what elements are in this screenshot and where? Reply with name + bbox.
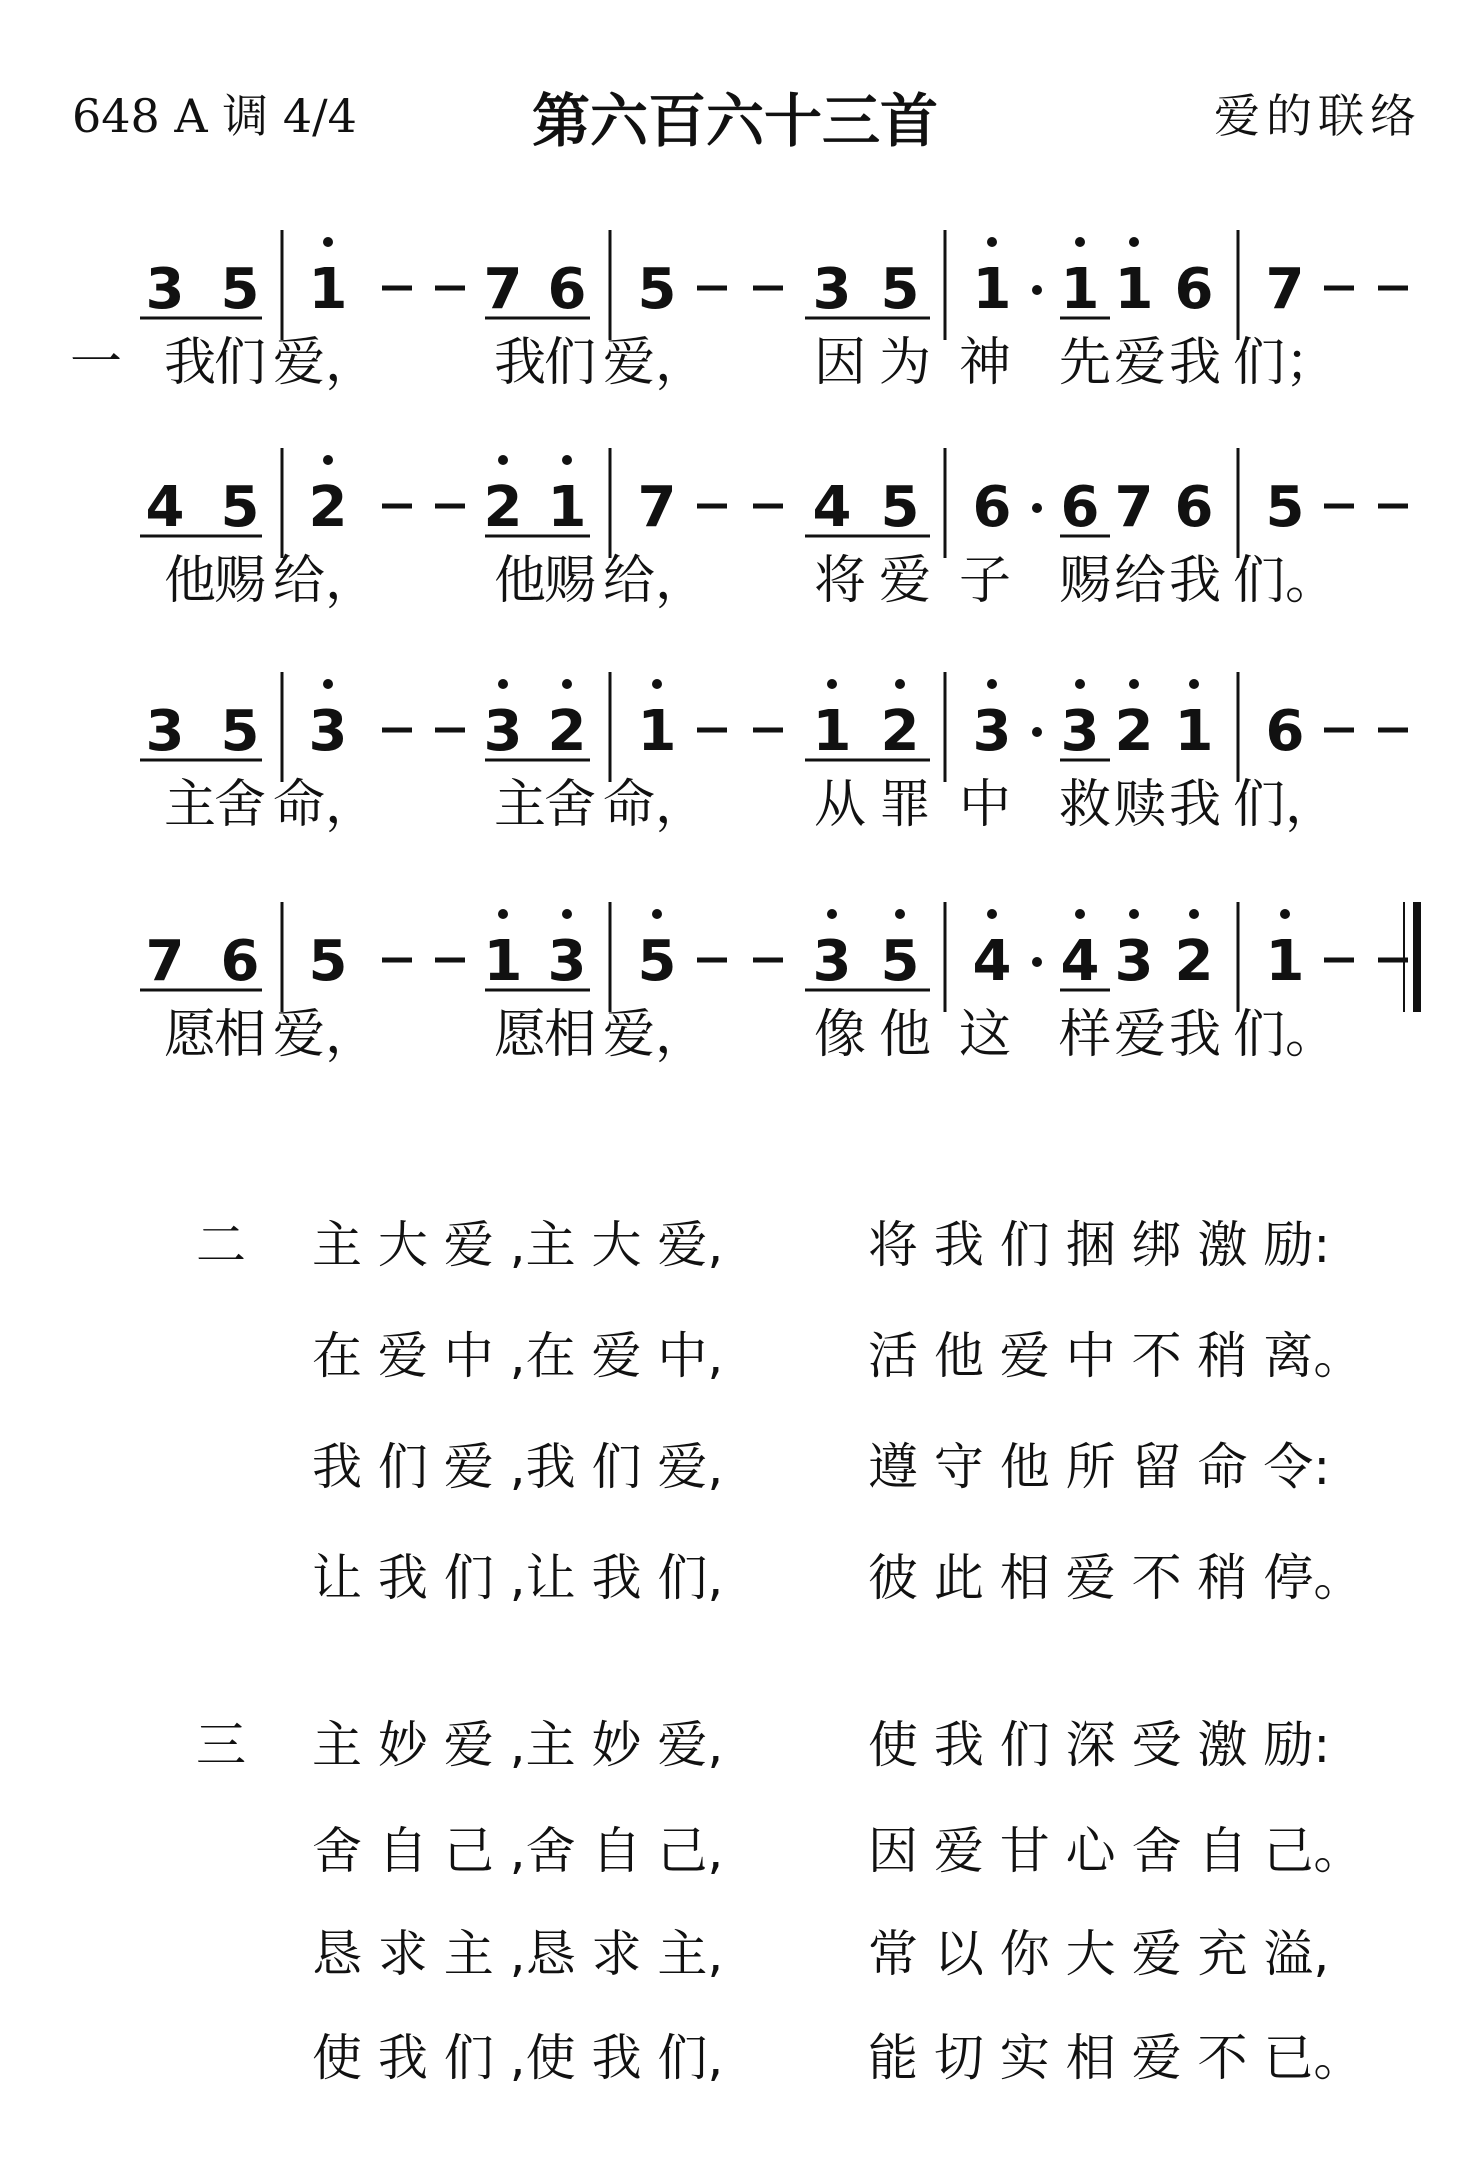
lyric: 我 [1168, 1005, 1222, 1065]
octave-dot [987, 679, 997, 689]
octave-dot [498, 909, 508, 919]
lyric: 给 [1113, 551, 1167, 611]
lyric: 们。 [1232, 1005, 1338, 1065]
lyric: 像 [813, 1005, 867, 1065]
lyric: 爱， [272, 1005, 378, 1065]
note: 5 [220, 699, 260, 764]
note: 6 [1060, 475, 1100, 540]
note: 4 [145, 475, 185, 540]
note: 3 [972, 699, 1012, 764]
octave-dot [1129, 909, 1139, 919]
octave-dot [1075, 679, 1085, 689]
lyric: 这 [958, 1005, 1012, 1065]
lyric: 相 [213, 1005, 267, 1065]
octave-dot [562, 455, 572, 465]
lyric: 们。 [1232, 551, 1338, 611]
note: 1 [972, 257, 1012, 322]
lyric: 从 [813, 775, 867, 835]
lyric: 给， [272, 551, 378, 611]
octave-dot [1075, 237, 1085, 247]
lyric: 赐 [1058, 551, 1112, 611]
verse-2-line-4-a: 让 我 们 ,让 我 们, [312, 1549, 724, 1607]
note: 4 [972, 929, 1012, 994]
hymn-subtitle: 爱的联络 [1214, 89, 1422, 143]
verse-number-3: 三 [196, 1716, 246, 1774]
lyric: 愿 [493, 1005, 547, 1065]
note: 3 [308, 699, 348, 764]
lyric: 舍 [543, 775, 597, 835]
lyric: 爱， [602, 333, 708, 393]
note: 1 [1060, 257, 1100, 322]
note: 6 [972, 475, 1012, 540]
octave-dot [498, 679, 508, 689]
lyric: 我 [163, 333, 217, 393]
lyric: 们 [543, 333, 597, 393]
lyric: 们 [213, 333, 267, 393]
lyric: 给， [602, 551, 708, 611]
note: 5 [637, 929, 677, 994]
note: 5 [1265, 475, 1305, 540]
octave-dot [1280, 909, 1290, 919]
note: 5 [880, 257, 920, 322]
verse-3-line-3-a: 恳 求 主 ,恳 求 主, [312, 1925, 724, 1983]
note: 2 [483, 475, 523, 540]
dot-note [1032, 957, 1042, 967]
lyric: 爱， [272, 333, 378, 393]
verse-3-line-2-a: 舍 自 己 ,舍 自 己, [312, 1822, 724, 1880]
verse-2-line-2-a: 在 爱 中 ,在 爱 中, [312, 1327, 724, 1385]
note: 6 [1174, 475, 1214, 540]
note: 5 [880, 475, 920, 540]
verse-number-1: 一 [69, 333, 123, 393]
verse-3-line-4-b: 能 切 实 相 爱 不 已。 [868, 2029, 1364, 2087]
hymn-title: 第六百六十三首 [531, 87, 938, 155]
note: 6 [1174, 257, 1214, 322]
octave-dot [987, 237, 997, 247]
dot-note [1032, 503, 1042, 513]
lyric: 命， [272, 775, 378, 835]
lyric: 爱， [602, 1005, 708, 1065]
note: 3 [547, 929, 587, 994]
note: 5 [220, 257, 260, 322]
lyric: 爱 [878, 551, 932, 611]
note: 6 [220, 929, 260, 994]
note: 6 [1265, 699, 1305, 764]
note: 7 [145, 929, 185, 994]
octave-dot [1129, 237, 1139, 247]
verse-2-line-1-b: 将 我 们 捆 绑 激 励: [868, 1216, 1331, 1274]
verse-3-line-3-b: 常 以 你 大 爱 充 溢, [868, 1925, 1330, 1983]
lyric: 罪 [878, 775, 932, 835]
verse-number-2: 二 [196, 1216, 246, 1274]
lyric: 神 [958, 333, 1012, 393]
note: 7 [637, 475, 677, 540]
octave-dot [498, 455, 508, 465]
octave-dot [1189, 679, 1199, 689]
note: 7 [483, 257, 523, 322]
note: 6 [547, 257, 587, 322]
note: 2 [547, 699, 587, 764]
dot-note [1032, 285, 1042, 295]
verse-3-line-2-b: 因 爱 甘 心 舍 自 己。 [868, 1822, 1364, 1880]
lyric: 们； [1232, 333, 1338, 393]
lyric: 为 [878, 333, 932, 393]
lyric: 他 [493, 551, 547, 611]
verse-2-line-3-b: 遵 守 他 所 留 命 令: [868, 1438, 1331, 1496]
note: 2 [308, 475, 348, 540]
lyric: 先 [1058, 333, 1112, 393]
note: 5 [637, 257, 677, 322]
note: 2 [1174, 929, 1214, 994]
note: 3 [812, 257, 852, 322]
lyric: 爱 [1113, 333, 1167, 393]
lyric: 相 [543, 1005, 597, 1065]
octave-dot [562, 679, 572, 689]
lyric: 因 [813, 333, 867, 393]
lyric: 我 [1168, 333, 1222, 393]
lyric: 主 [493, 775, 547, 835]
note: 1 [1174, 699, 1214, 764]
note: 7 [1114, 475, 1154, 540]
verse-3-line-1-b: 使 我 们 深 受 激 励: [868, 1716, 1331, 1774]
note: 3 [1114, 929, 1154, 994]
octave-dot [895, 679, 905, 689]
note: 5 [220, 475, 260, 540]
note: 5 [880, 929, 920, 994]
key-and-meter: 648 A 调 4/4 [72, 89, 357, 143]
octave-dot [827, 679, 837, 689]
lyric: 他 [878, 1005, 932, 1065]
octave-dot [652, 909, 662, 919]
note: 1 [483, 929, 523, 994]
octave-dot [562, 909, 572, 919]
lyric: 将 [813, 551, 867, 611]
verse-2-line-2-b: 活 他 爱 中 不 稍 离。 [868, 1327, 1364, 1385]
note: 1 [308, 257, 348, 322]
octave-dot [1129, 679, 1139, 689]
lyric: 我 [1168, 775, 1222, 835]
lyric: 舍 [213, 775, 267, 835]
lyric: 赐 [543, 551, 597, 611]
note: 2 [1114, 699, 1154, 764]
verse-2-line-3-a: 我 们 爱 ,我 们 爱, [312, 1438, 724, 1496]
octave-dot [323, 237, 333, 247]
note: 1 [637, 699, 677, 764]
lyric: 赎 [1113, 775, 1167, 835]
octave-dot [827, 909, 837, 919]
octave-dot [323, 679, 333, 689]
lyric: 我 [1168, 551, 1222, 611]
lyric: 救 [1058, 775, 1112, 835]
octave-dot [652, 679, 662, 689]
lyric: 命， [602, 775, 708, 835]
note: 1 [1114, 257, 1154, 322]
lyric: 爱 [1113, 1005, 1167, 1065]
note: 1 [812, 699, 852, 764]
verse-2-line-1-a: 主 大 爱 ,主 大 爱, [312, 1216, 724, 1274]
note: 4 [1060, 929, 1100, 994]
note: 5 [308, 929, 348, 994]
lyric: 们， [1232, 775, 1338, 835]
note: 3 [483, 699, 523, 764]
note: 3 [145, 699, 185, 764]
octave-dot [1189, 909, 1199, 919]
note: 1 [1265, 929, 1305, 994]
note: 4 [812, 475, 852, 540]
dot-note [1032, 727, 1042, 737]
octave-dot [895, 909, 905, 919]
lyric: 主 [163, 775, 217, 835]
verse-3-line-4-a: 使 我 们 ,使 我 们, [312, 2029, 724, 2087]
verse-3-line-1-a: 主 妙 爱 ,主 妙 爱, [312, 1716, 724, 1774]
note: 2 [880, 699, 920, 764]
lyric: 中 [958, 775, 1012, 835]
octave-dot [987, 909, 997, 919]
note: 1 [547, 475, 587, 540]
note: 3 [1060, 699, 1100, 764]
lyric: 我 [493, 333, 547, 393]
note: 3 [145, 257, 185, 322]
lyric: 样 [1058, 1005, 1112, 1065]
lyric: 他 [163, 551, 217, 611]
note: 3 [812, 929, 852, 994]
lyric: 赐 [213, 551, 267, 611]
lyric: 愿 [163, 1005, 217, 1065]
note: 7 [1265, 257, 1305, 322]
verse-2-line-4-b: 彼 此 相 爱 不 稍 停。 [868, 1549, 1364, 1607]
octave-dot [323, 455, 333, 465]
octave-dot [1075, 909, 1085, 919]
lyric: 子 [958, 551, 1012, 611]
